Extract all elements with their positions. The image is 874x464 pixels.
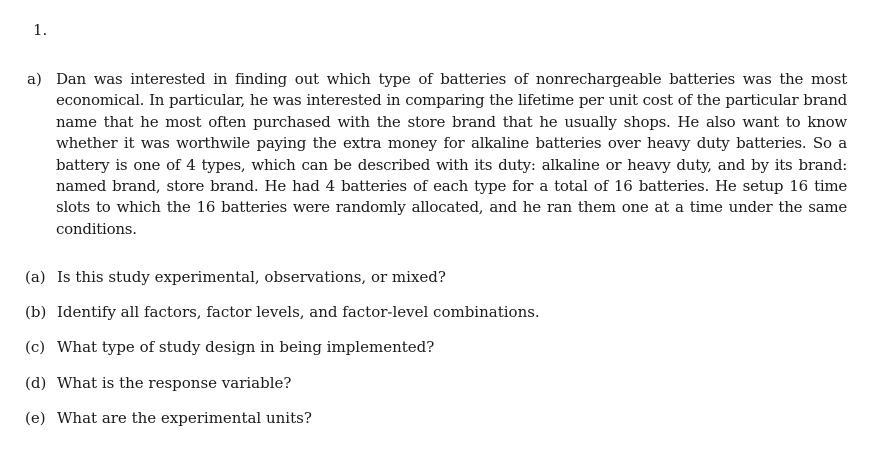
question-e-label: (e)	[25, 408, 46, 427]
question-b-text: Identify all factors, factor levels, and factor-level combinations.	[57, 303, 540, 322]
part-a-label: a)	[27, 70, 42, 88]
question-c-text: What type of study design in being implemented?	[57, 338, 435, 357]
question-a-text: Is this study experimental, observations, or mixed?	[57, 268, 446, 286]
problem-number: 1.	[33, 21, 48, 39]
question-d-text: What is the response variable?	[57, 373, 292, 392]
question-c-label: (c)	[25, 338, 46, 357]
part-a-text: Dan was interested in finding out which type of batteries of nonrechargeable batteries was the most economical. In particular, he was interested in comparing the lifetime per unit cost of the particular brand name that he most often purchased with the store brand that he usually shops. He also want to know whether it was worthwile paying the extra money for alkaline batteries over heavy duty batteries. So a battery is one of 4 types, which can be described with its duty: alkaline or heavy duty, and by its brand: named brand, store brand. He had 4 batteries of each type for a total of 16 batteries. He setup 16 time slots to which the 16 batteries were randomly allocated, and he ran them one at a time under the same conditions.	[56, 70, 847, 238]
part-a-paragraph	[27, 69, 847, 240]
question-e-text: What are the experimental units?	[57, 408, 312, 427]
question-b-label: (b)	[25, 303, 47, 322]
question-a-label: (a)	[25, 268, 46, 286]
question-d-label: (d)	[25, 373, 47, 392]
